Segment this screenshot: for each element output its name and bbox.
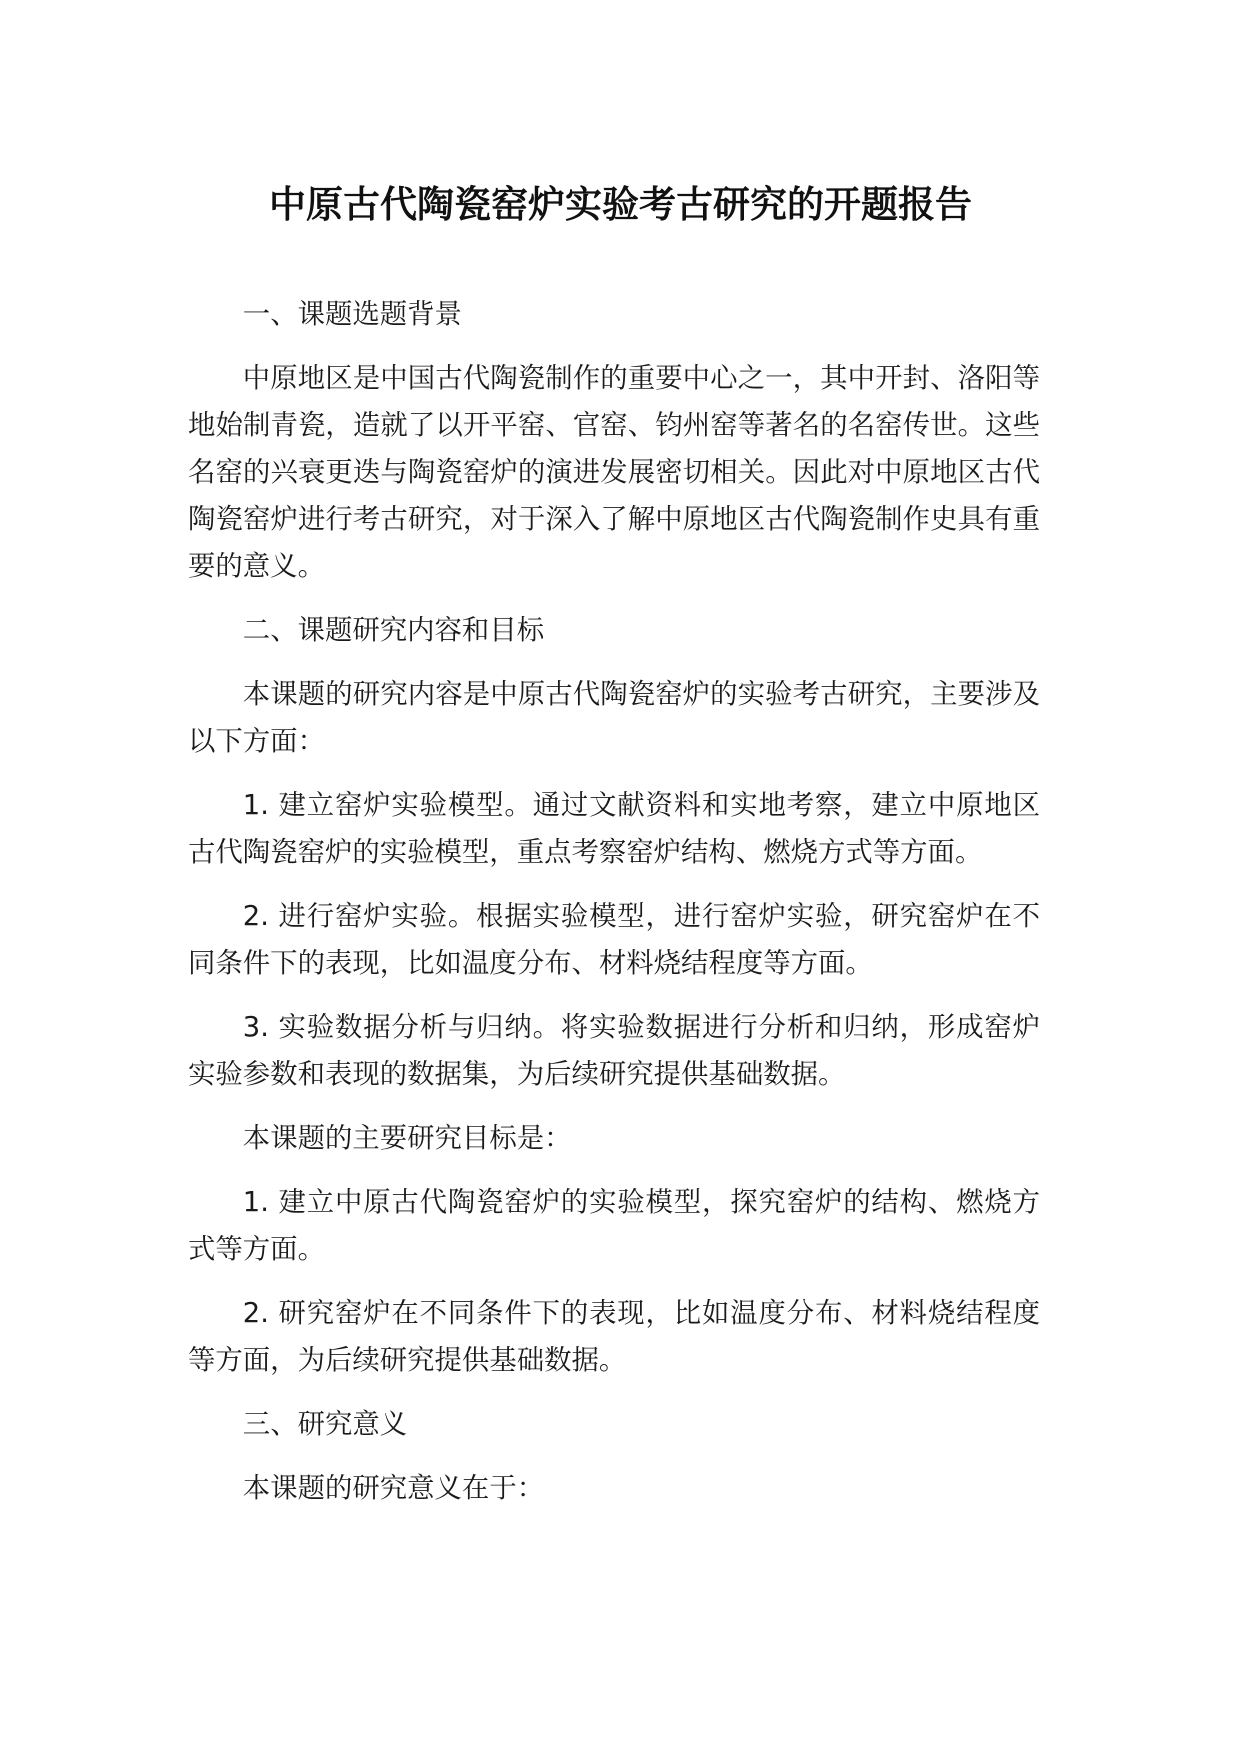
paragraph-significance-intro: 本课题的研究意义在于： <box>242 1473 545 1504</box>
list-item-goal-2: 2. 研究窑炉在不同条件下的表现，比如温度分布、材料烧结程度等方面，为后续研究提供基础数据。 <box>188 1298 1040 1376</box>
list-item-content-1: 1. 建立窑炉实验模型。通过文献资料和实地考察，建立中原地区古代陶瓷窑炉的实验模型，重点考察窑炉结构、燃烧方式等方面。 <box>188 790 1040 868</box>
section-heading-background: 一、课题选题背景 <box>242 299 462 330</box>
paragraph-background: 中原地区是中国古代陶瓷制作的重要中心之一，其中开封、洛阳等地始制青瓷，造就了以开平窑、官窑、钧州窑等著名的名窑传世。这些名窑的兴衰更迭与陶瓷窑炉的演进发展密切相关。因此对中原地区古代陶瓷窑炉进行考古研究，对于深入了解中原地区古代陶瓷制作史具有重要的意义。 <box>188 363 1040 582</box>
document-body <box>188 291 1040 1529</box>
list-item-goal-1: 1. 建立中原古代陶瓷窑炉的实验模型，探究窑炉的结构、燃烧方式等方面。 <box>188 1187 1040 1265</box>
section-heading-content-goals: 二、课题研究内容和目标 <box>242 615 545 646</box>
paragraph-goals-intro: 本课题的主要研究目标是： <box>242 1123 572 1154</box>
section-heading-significance: 三、研究意义 <box>242 1409 408 1440</box>
list-item-content-3: 3. 实验数据分析与归纳。将实验数据进行分析和归纳，形成窑炉实验参数和表现的数据集，为后续研究提供基础数据。 <box>188 1012 1040 1090</box>
list-item-content-2: 2. 进行窑炉实验。根据实验模型，进行窑炉实验，研究窑炉在不同条件下的表现，比如温度分布、材料烧结程度等方面。 <box>188 901 1040 979</box>
document-title: 中原古代陶瓷窑炉实验考古研究的开题报告 <box>269 183 972 226</box>
paragraph-content-intro: 本课题的研究内容是中原古代陶瓷窑炉的实验考古研究，主要涉及以下方面： <box>188 679 1040 757</box>
